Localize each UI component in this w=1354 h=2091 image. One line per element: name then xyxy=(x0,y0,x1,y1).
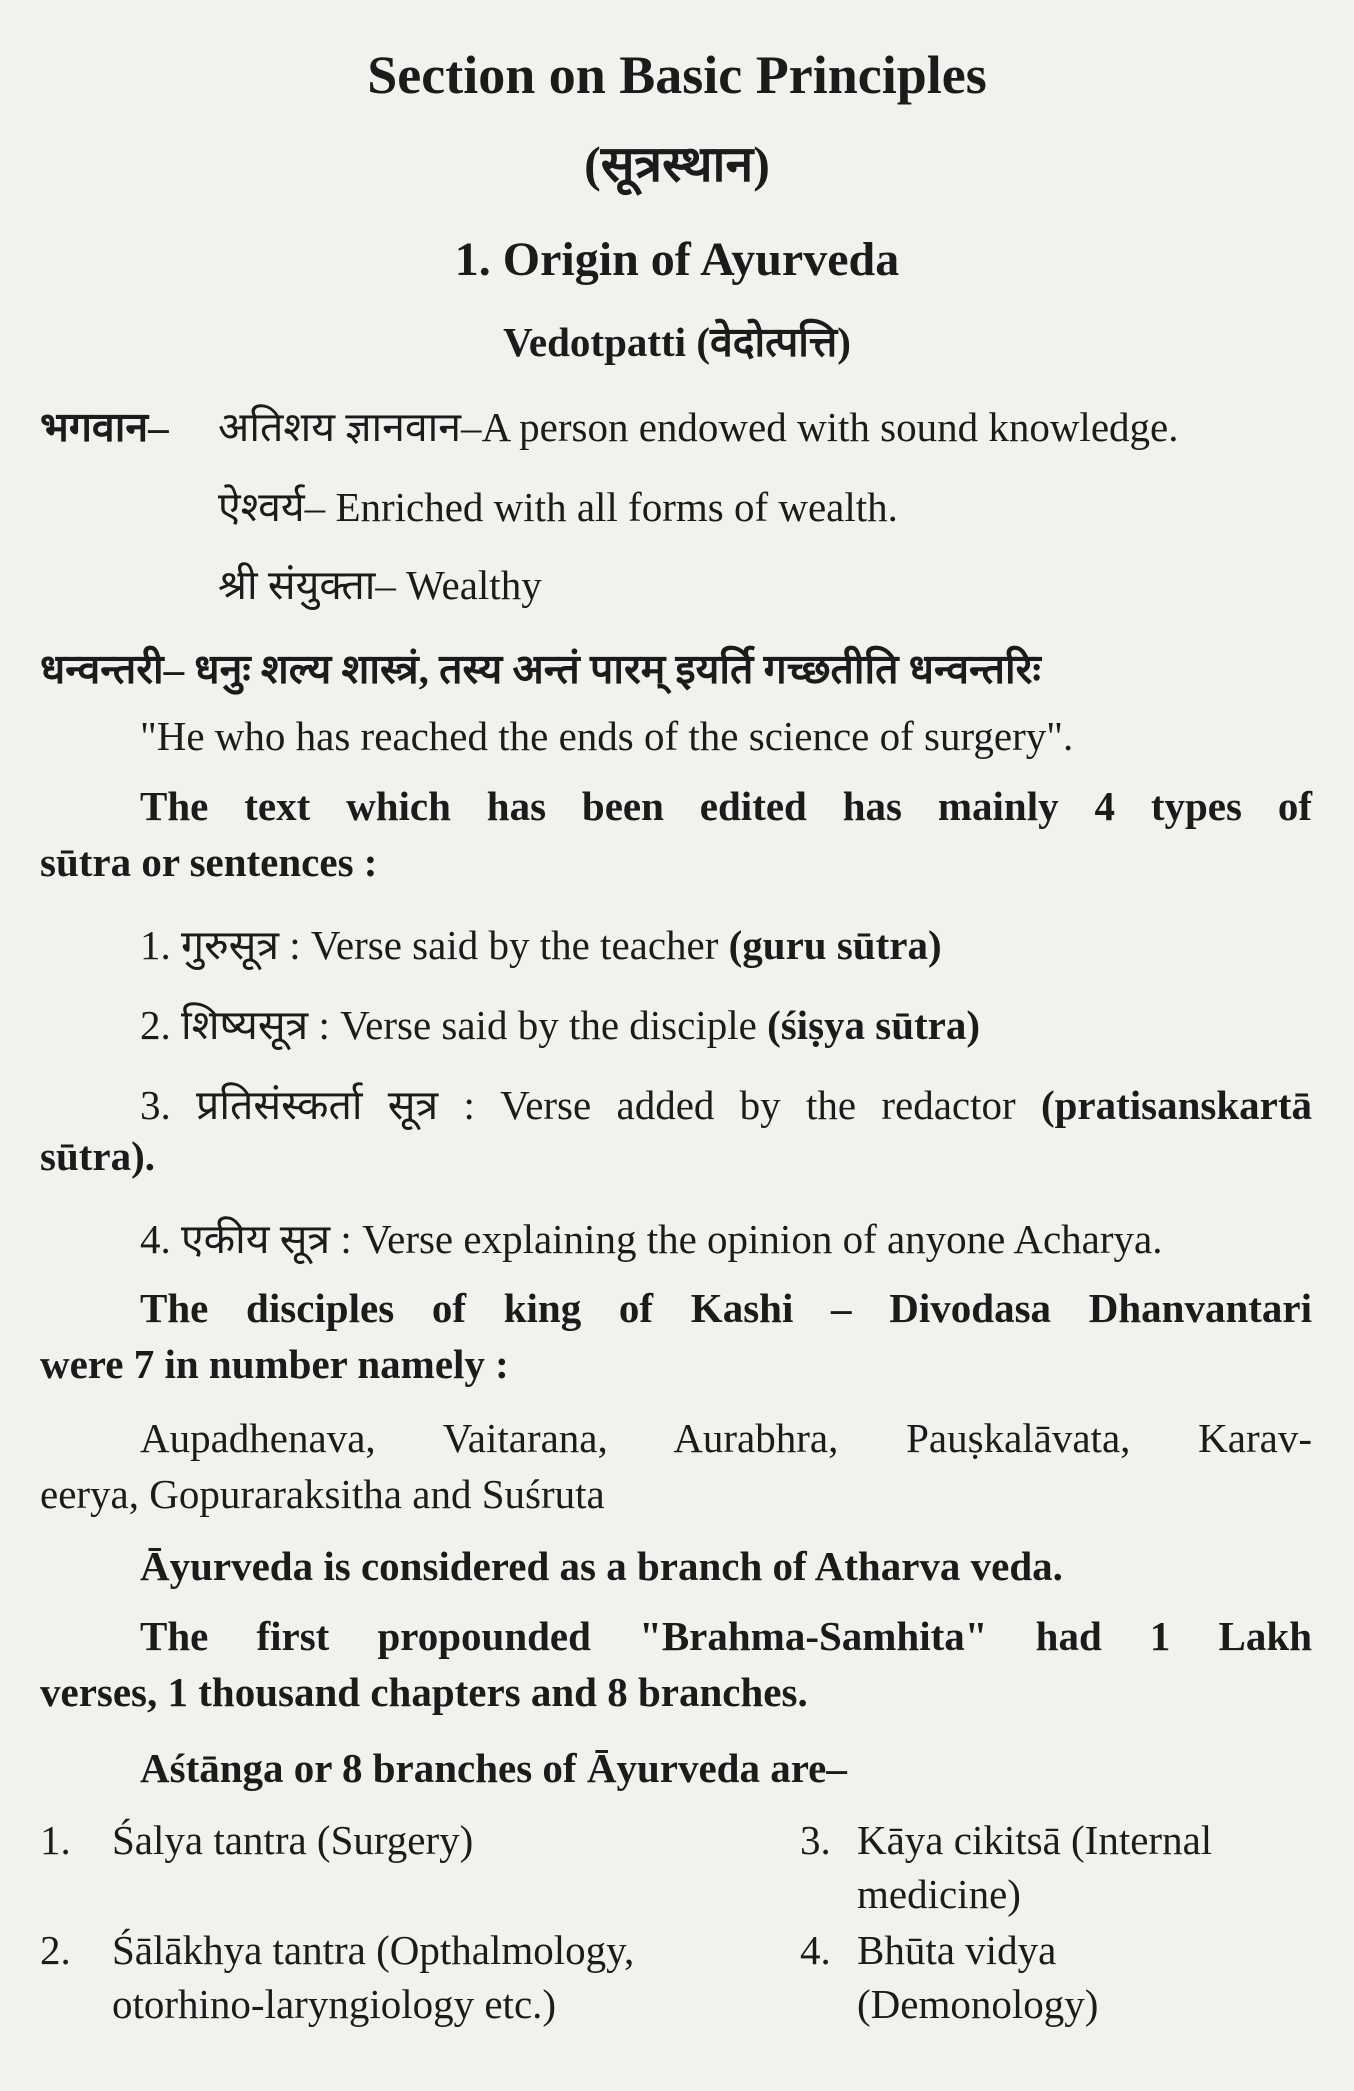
bhagavan-line-2-english: Enriched with all forms of wealth. xyxy=(335,484,898,530)
sutra-number: 4. xyxy=(140,1216,171,1262)
sutra-intro-line-1: The text which has been edited has mainly 4 types of xyxy=(140,783,1312,829)
disciples-intro-line-2: were 7 in number namely : xyxy=(40,1341,509,1387)
branch-number: 3. xyxy=(800,1817,831,1863)
sutra-sanskrit: एकीय सूत्र xyxy=(181,1216,331,1262)
bhagavan-line-1 xyxy=(218,398,1178,454)
branch-item: Śālākhya tantra (Opthalmology, xyxy=(112,1927,635,1973)
branch-number: 4. xyxy=(800,1927,831,1973)
sutra-tag: (śiṣya sūtra) xyxy=(767,1002,981,1048)
branch-item-continuation: medicine) xyxy=(857,1871,1021,1917)
branch-item-continuation: (Demonology) xyxy=(857,1981,1099,2027)
dhanvantari-line xyxy=(40,640,1041,696)
bhagavan-line-3-english: Wealthy xyxy=(406,562,542,608)
sutra-number: 2. xyxy=(140,1002,171,1048)
bhagavan-line-1-sanskrit: अतिशय ज्ञानवान– xyxy=(218,404,482,450)
sutra-description: : Verse said by the disciple xyxy=(318,1002,757,1048)
sutra-intro-line-2: sūtra or sentences : xyxy=(40,839,378,885)
sutra-description: : Verse explaining the opinion of anyone Acharya. xyxy=(340,1216,1163,1262)
bhagavan-line-1-english: A person endowed with sound knowledge. xyxy=(481,404,1179,450)
brahma-samhita-line-1: The first propounded "Brahma-Samhita" had 1 Lakh xyxy=(140,1613,1312,1659)
section-sanskrit-title: (सूत्रस्थान) xyxy=(584,136,770,192)
brahma-samhita-line-2: verses, 1 thousand chapters and 8 branches. xyxy=(40,1669,808,1715)
sutra-tag: (guru sūtra) xyxy=(728,922,942,968)
sutra-tag-continuation: sūtra). xyxy=(40,1133,156,1179)
section-title: Section on Basic Principles xyxy=(367,45,987,105)
bhagavan-line-3 xyxy=(218,556,542,612)
branch-item-continuation: otorhino-laryngiology etc.) xyxy=(112,1981,557,2027)
sutra-item xyxy=(140,996,980,1052)
branch-number: 2. xyxy=(40,1927,71,1973)
chapter-subtitle: Vedotpatti (वेदोत्पत्ति) xyxy=(503,319,851,365)
bhagavan-term: भगवान– xyxy=(40,404,169,450)
disciples-names-line-2: eerya, Gopuraraksitha and Suśruta xyxy=(40,1471,605,1517)
sutra-sanskrit: शिष्यसूत्र xyxy=(181,1002,309,1048)
disciples-names-line-1: Aupadhenava, Vaitarana, Aurabhra, Pauṣkalāvata, Karav- xyxy=(140,1415,1312,1461)
sutra-description: : Verse said by the teacher xyxy=(289,922,719,968)
branch-item: Kāya cikitsā (Internal xyxy=(857,1817,1213,1863)
dhanvantari-quote: "He who has reached the ends of the science of surgery". xyxy=(140,713,1074,759)
bhagavan-line-2-sanskrit: ऐश्वर्य– xyxy=(218,484,326,530)
sutra-sanskrit: गुरुसूत्र xyxy=(181,922,279,968)
atharva-fact: Āyurveda is considered as a branch of Atharva veda. xyxy=(140,1543,1063,1589)
bhagavan-line-3-sanskrit: श्री संयुक्ता– xyxy=(218,562,396,608)
sutra-number: 3. xyxy=(140,1082,171,1128)
branch-item: Bhūta vidya xyxy=(857,1927,1057,1973)
branch-item: Śalya tantra (Surgery) xyxy=(112,1817,474,1863)
bhagavan-line-2 xyxy=(218,478,898,534)
sutra-sanskrit: प्रतिसंस्कर्ता सूत्र xyxy=(196,1082,439,1128)
dhanvantari-term: धन्वन्तरी– xyxy=(40,646,185,692)
sutra-item xyxy=(140,916,942,972)
astanga-heading: Aśtānga or 8 branches of Āyurveda are– xyxy=(140,1745,847,1791)
disciples-intro-line-1: The disciples of king of Kashi – Divodasa Dhanvantari xyxy=(140,1285,1312,1331)
chapter-title: 1. Origin of Ayurveda xyxy=(454,233,900,286)
sutra-number: 1. xyxy=(140,922,171,968)
sutra-description: : Verse added by the redactor xyxy=(463,1082,1016,1128)
sutra-item xyxy=(140,1076,1312,1132)
branch-number: 1. xyxy=(40,1817,71,1863)
sutra-item xyxy=(140,1210,1162,1266)
dhanvantari-definition: धनुः शल्य शास्त्रं, तस्य अन्तं पारम् इयर्ति गच्छतीति धन्वन्तरिः xyxy=(194,646,1041,692)
sutra-tag: (pratisanskartā xyxy=(1040,1082,1313,1128)
